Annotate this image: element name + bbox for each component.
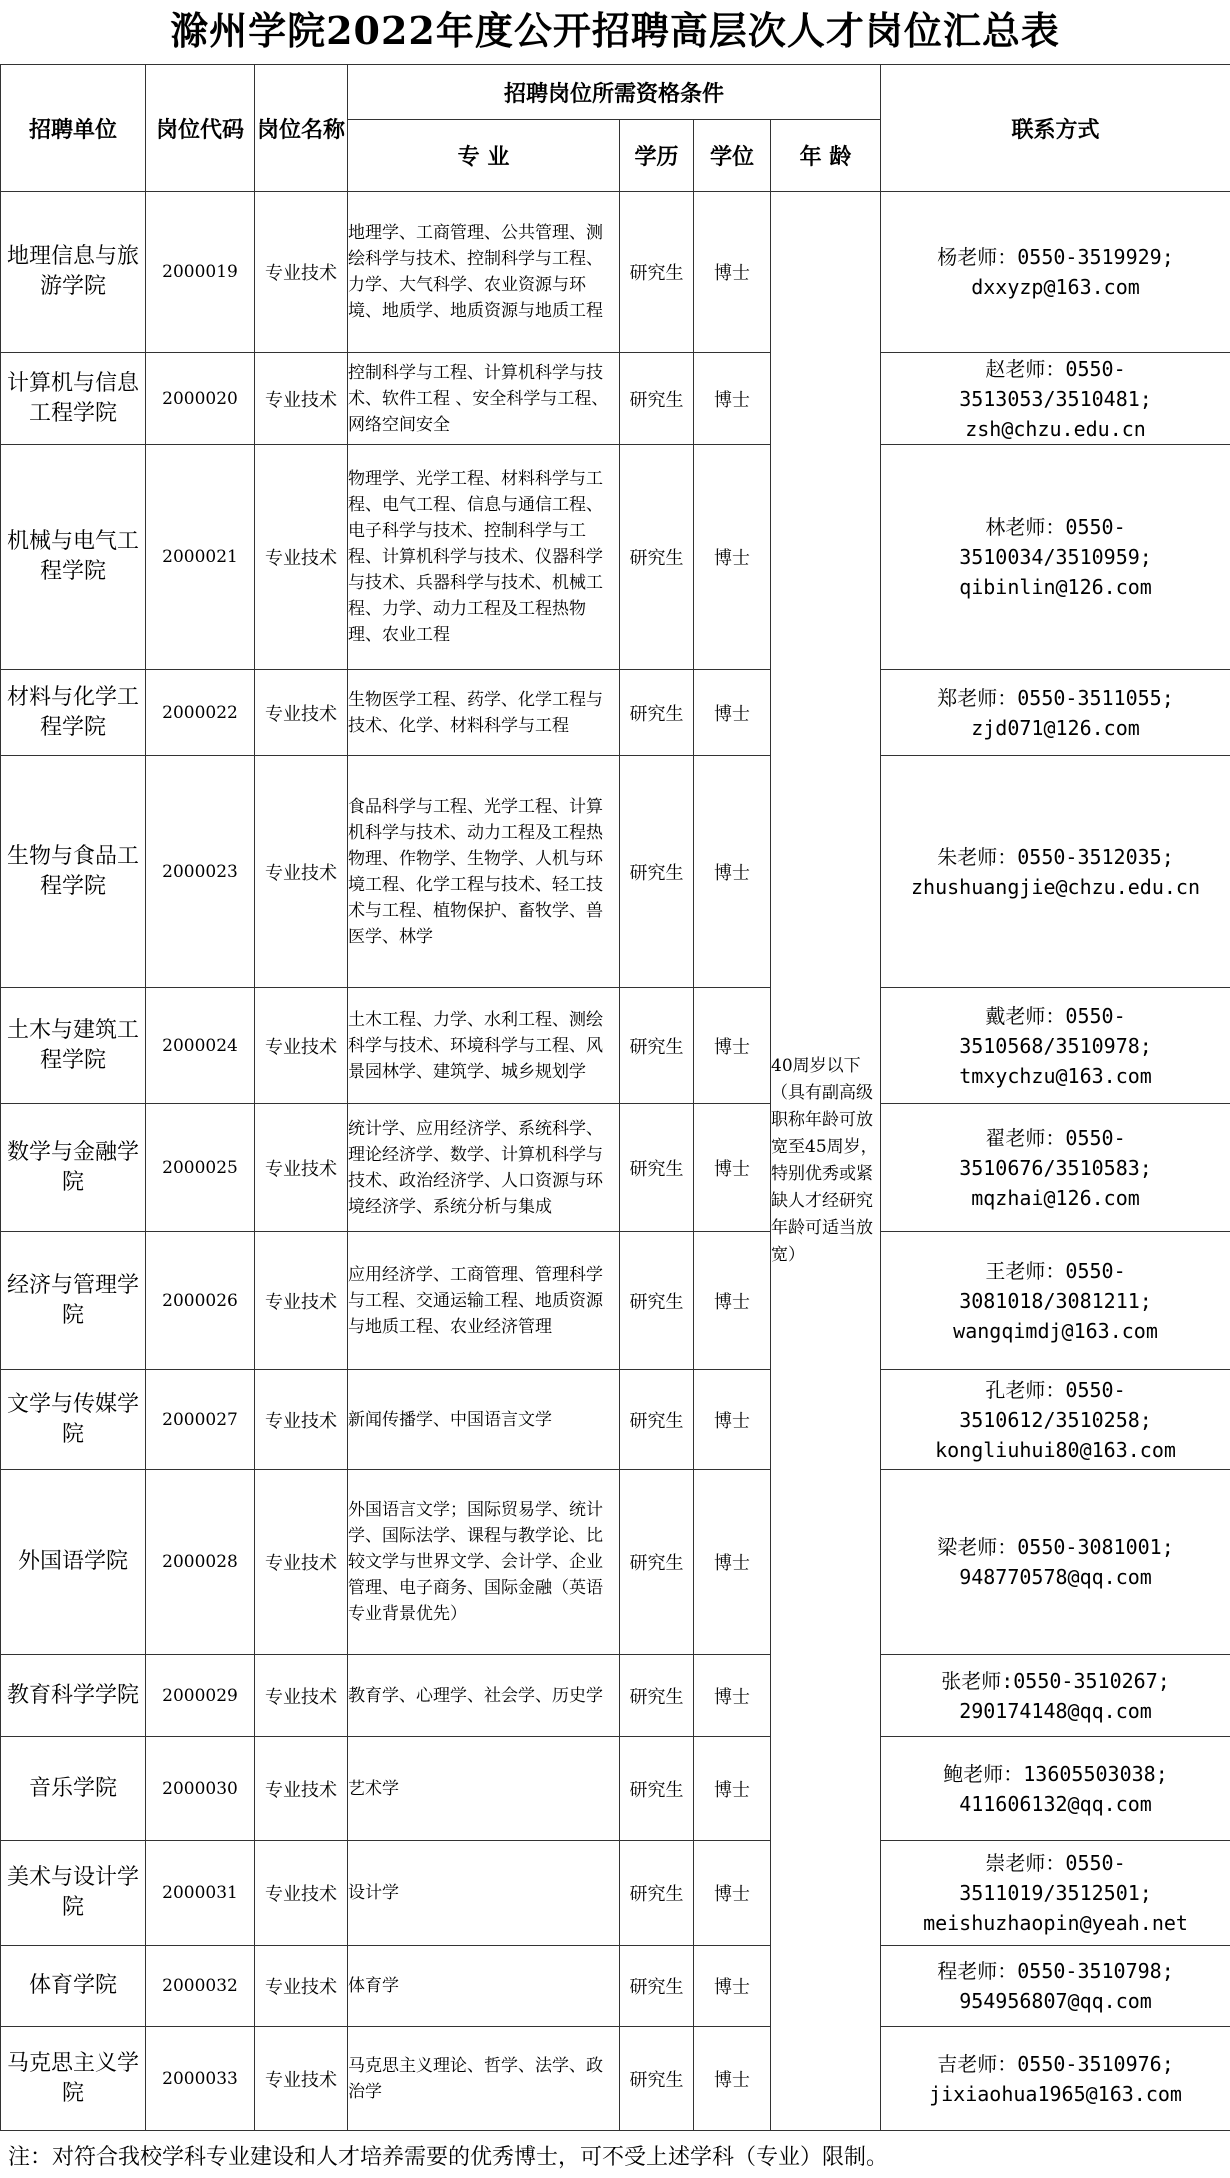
- contact-line: 鲍老师：13605503038;: [943, 1761, 1168, 1786]
- contact-line: zjd071@126.com: [971, 715, 1140, 740]
- contact-cell: [881, 1370, 1230, 1470]
- education-cell: 研究生: [620, 1232, 694, 1370]
- contact-cell: [881, 1841, 1230, 1946]
- code-cell: 2000029: [146, 1655, 255, 1737]
- unit-cell: 机械与电气工程学院: [1, 445, 146, 670]
- major-cell: 控制科学与工程、计算机科学与技术、软件工程 、安全科学与工程、网络空间安全: [348, 353, 620, 445]
- major-cell: 艺术学: [348, 1737, 620, 1841]
- degree-cell: 博士: [694, 1104, 771, 1232]
- table-row: [1, 1470, 1230, 1655]
- position-cell: 专业技术: [255, 1737, 348, 1841]
- major-cell: 外国语言文学；国际贸易学、统计学、国际法学、课程与教学论、比较文学与世界文学、会计学、企业管理、电子商务、国际金融（英语专业背景优先）: [348, 1470, 620, 1655]
- degree-cell: 博士: [694, 1370, 771, 1470]
- footnote: 注：对符合我校学科专业建设和人才培养需要的优秀博士，可不受上述学科（专业）限制。: [8, 2145, 889, 2170]
- degree-cell: 博士: [694, 1470, 771, 1655]
- table-row: [1, 1655, 1230, 1737]
- contact-line: qibinlin@126.com: [959, 575, 1152, 599]
- contact-cell: [881, 1470, 1230, 1655]
- code-cell: 2000032: [146, 1946, 255, 2027]
- contact-line: 张老师:0550-3510267;: [941, 1668, 1170, 1693]
- position-cell: 专业技术: [255, 353, 348, 445]
- education-cell: 研究生: [620, 1370, 694, 1470]
- code-cell: 2000019: [146, 192, 255, 353]
- position-cell: 专业技术: [255, 1370, 348, 1470]
- table-row: [1, 756, 1230, 988]
- code-cell: 2000027: [146, 1370, 255, 1470]
- contact-line: mqzhai@126.com: [971, 1185, 1140, 1210]
- code-cell: 2000020: [146, 353, 255, 445]
- table-row: [1, 1737, 1230, 1841]
- major-cell: 食品科学与工程、光学工程、计算机科学与技术、动力工程及工程热物理、作物学、生物学、人机与环境工程、化学工程与技术、轻工技术与工程、植物保护、畜牧学、兽医学、林学: [348, 756, 620, 988]
- major-cell: 生物医学工程、药学、化学工程与技术、化学、材料科学与工程: [348, 670, 620, 756]
- contact-cell: [881, 1232, 1230, 1370]
- contact-line: wangqimdj@163.com: [953, 1318, 1158, 1343]
- contact-line: 赵老师：0550-: [985, 356, 1126, 381]
- position-cell: 专业技术: [255, 192, 348, 353]
- degree-cell: 博士: [694, 2027, 771, 2131]
- code-cell: 2000024: [146, 988, 255, 1104]
- table-body: [1, 192, 1230, 2131]
- contact-line: tmxychzu@163.com: [959, 1063, 1152, 1088]
- header-contact: 联系方式: [881, 65, 1230, 192]
- major-cell: 地理学、工商管理、公共管理、测绘科学与技术、控制科学与工程、力学、大气科学、农业资源与环境、地质学、地质资源与地质工程: [348, 192, 620, 353]
- contact-line: jixiaohua1965@163.com: [929, 2081, 1182, 2106]
- code-cell: 2000031: [146, 1841, 255, 1946]
- contact-line: dxxyzp@163.com: [971, 275, 1140, 299]
- major-cell: 教育学、心理学、社会学、历史学: [348, 1655, 620, 1737]
- unit-cell: 体育学院: [1, 1946, 146, 2027]
- contact-line: 411606132@qq.com: [959, 1791, 1152, 1816]
- contact-cell: [881, 670, 1230, 756]
- degree-cell: 博士: [694, 192, 771, 353]
- contact-line: 3510612/3510258;: [959, 1407, 1152, 1432]
- contact-line: 郑老师：0550-3511055;: [937, 685, 1174, 710]
- table-row: [1, 1370, 1230, 1470]
- major-cell: 体育学: [348, 1946, 620, 2027]
- contact-cell: [881, 445, 1230, 670]
- unit-cell: 数学与金融学院: [1, 1104, 146, 1232]
- contact-cell: [881, 756, 1230, 988]
- contact-cell: [881, 1737, 1230, 1841]
- position-cell: 专业技术: [255, 2027, 348, 2131]
- education-cell: 研究生: [620, 1737, 694, 1841]
- major-cell: 统计学、应用经济学、系统科学、理论经济学、数学、计算机科学与技术、政治经济学、人口资源与环境经济学、系统分析与集成: [348, 1104, 620, 1232]
- position-cell: 专业技术: [255, 988, 348, 1104]
- education-cell: 研究生: [620, 756, 694, 988]
- recruitment-table: [0, 64, 1230, 2131]
- position-cell: 专业技术: [255, 670, 348, 756]
- table-row: [1, 353, 1230, 445]
- header-code: 岗位代码: [146, 65, 255, 192]
- unit-cell: 马克思主义学院: [1, 2027, 146, 2131]
- degree-cell: 博士: [694, 1655, 771, 1737]
- contact-line: 翟老师：0550-: [985, 1125, 1126, 1150]
- position-cell: 专业技术: [255, 1841, 348, 1946]
- code-cell: 2000021: [146, 445, 255, 670]
- contact-line: 3510034/3510959;: [959, 545, 1152, 569]
- degree-cell: 博士: [694, 445, 771, 670]
- education-cell: 研究生: [620, 988, 694, 1104]
- contact-cell: [881, 1104, 1230, 1232]
- major-cell: 物理学、光学工程、材料科学与工程、电气工程、信息与通信工程、电子科学与技术、控制科学与工程、计算机科学与技术、仪器科学与技术、兵器科学与技术、机械工程、力学、动力工程及工程热物理、农业工程: [348, 445, 620, 670]
- table-row: [1, 670, 1230, 756]
- degree-cell: 博士: [694, 1232, 771, 1370]
- code-cell: 2000023: [146, 756, 255, 988]
- major-cell: 设计学: [348, 1841, 620, 1946]
- contact-line: 948770578@qq.com: [959, 1565, 1152, 1589]
- header-position: 岗位名称: [255, 65, 348, 192]
- position-cell: 专业技术: [255, 1946, 348, 2027]
- page-title: 滁州学院2022年度公开招聘高层次人才岗位汇总表: [170, 8, 1060, 53]
- code-cell: 2000033: [146, 2027, 255, 2131]
- position-cell: 专业技术: [255, 1470, 348, 1655]
- degree-cell: 博士: [694, 670, 771, 756]
- contact-line: 954956807@qq.com: [959, 1989, 1152, 2013]
- contact-cell: [881, 1946, 1230, 2027]
- table-row: [1, 445, 1230, 670]
- education-cell: 研究生: [620, 353, 694, 445]
- education-cell: 研究生: [620, 670, 694, 756]
- degree-cell: 博士: [694, 988, 771, 1104]
- education-cell: 研究生: [620, 2027, 694, 2131]
- position-cell: 专业技术: [255, 1232, 348, 1370]
- code-cell: 2000028: [146, 1470, 255, 1655]
- table-row: [1, 1841, 1230, 1946]
- contact-cell: [881, 1655, 1230, 1737]
- education-cell: 研究生: [620, 445, 694, 670]
- contact-line: 林老师：0550-: [985, 515, 1126, 539]
- unit-cell: 生物与食品工程学院: [1, 756, 146, 988]
- table-row: [1, 988, 1230, 1104]
- contact-line: 3511019/3512501;: [959, 1881, 1152, 1905]
- code-cell: 2000025: [146, 1104, 255, 1232]
- contact-line: 杨老师：0550-3519929;: [937, 245, 1174, 269]
- education-cell: 研究生: [620, 1841, 694, 1946]
- table-row: [1, 1104, 1230, 1232]
- contact-cell: [881, 192, 1230, 353]
- unit-cell: 音乐学院: [1, 1737, 146, 1841]
- contact-line: kongliuhui80@163.com: [935, 1437, 1176, 1462]
- education-cell: 研究生: [620, 192, 694, 353]
- unit-cell: 材料与化学工程学院: [1, 670, 146, 756]
- contact-cell: [881, 353, 1230, 445]
- education-cell: 研究生: [620, 1946, 694, 2027]
- contact-cell: [881, 988, 1230, 1104]
- code-cell: 2000022: [146, 670, 255, 756]
- header-degree: 学位: [694, 120, 771, 192]
- education-cell: 研究生: [620, 1104, 694, 1232]
- unit-cell: 地理信息与旅游学院: [1, 192, 146, 353]
- header-education: 学历: [620, 120, 694, 192]
- contact-line: 3510568/3510978;: [959, 1033, 1152, 1058]
- table-row: [1, 192, 1230, 353]
- contact-line: 吉老师：0550-3510976;: [937, 2051, 1174, 2076]
- position-cell: 专业技术: [255, 1104, 348, 1232]
- degree-cell: 博士: [694, 1737, 771, 1841]
- code-cell: 2000030: [146, 1737, 255, 1841]
- major-cell: 应用经济学、工商管理、管理科学与工程、交通运输工程、地质资源与地质工程、农业经济管理: [348, 1232, 620, 1370]
- contact-line: 程老师：0550-3510798;: [937, 1959, 1174, 1983]
- contact-line: 3510676/3510583;: [959, 1155, 1152, 1180]
- unit-cell: 经济与管理学院: [1, 1232, 146, 1370]
- education-cell: 研究生: [620, 1470, 694, 1655]
- contact-line: 梁老师：0550-3081001;: [937, 1535, 1174, 1559]
- header-requirements: 招聘岗位所需资格条件: [348, 65, 881, 120]
- contact-line: zhushuangjie@chzu.edu.cn: [911, 874, 1200, 899]
- education-cell: 研究生: [620, 1655, 694, 1737]
- position-cell: 专业技术: [255, 445, 348, 670]
- major-cell: 土木工程、力学、水利工程、测绘科学与技术、环境科学与工程、风景园林学、建筑学、城乡规划学: [348, 988, 620, 1104]
- header-unit: 招聘单位: [1, 65, 146, 192]
- table-row: [1, 1946, 1230, 2027]
- table-row: [1, 1232, 1230, 1370]
- degree-cell: 博士: [694, 756, 771, 988]
- age-cell: 40周岁以下（具有副高级职称年龄可放宽至45周岁，特别优秀或紧缺人才经研究年龄可适当放宽）: [771, 192, 881, 2131]
- code-cell: 2000026: [146, 1232, 255, 1370]
- header-major: 专 业: [348, 120, 620, 192]
- degree-cell: 博士: [694, 1841, 771, 1946]
- contact-line: meishuzhaopin@yeah.net: [923, 1911, 1188, 1935]
- contact-line: 290174148@qq.com: [959, 1698, 1152, 1723]
- contact-line: 3513053/3510481;: [959, 386, 1152, 411]
- contact-line: 王老师：0550-: [985, 1258, 1126, 1283]
- position-cell: 专业技术: [255, 756, 348, 988]
- header-age: 年 龄: [771, 120, 881, 192]
- degree-cell: 博士: [694, 353, 771, 445]
- unit-cell: 教育科学学院: [1, 1655, 146, 1737]
- unit-cell: 美术与设计学院: [1, 1841, 146, 1946]
- contact-line: zsh@chzu.edu.cn: [965, 416, 1146, 441]
- unit-cell: 计算机与信息工程学院: [1, 353, 146, 445]
- contact-line: 3081018/3081211;: [959, 1288, 1152, 1313]
- unit-cell: 外国语学院: [1, 1470, 146, 1655]
- degree-cell: 博士: [694, 1946, 771, 2027]
- table-row: [1, 2027, 1230, 2131]
- contact-line: 戴老师：0550-: [985, 1003, 1126, 1028]
- contact-line: 朱老师：0550-3512035;: [937, 844, 1174, 869]
- contact-line: 孔老师：0550-: [985, 1377, 1126, 1402]
- unit-cell: 文学与传媒学院: [1, 1370, 146, 1470]
- contact-line: 崇老师：0550-: [985, 1851, 1126, 1875]
- contact-cell: [881, 2027, 1230, 2131]
- position-cell: 专业技术: [255, 1655, 348, 1737]
- major-cell: 马克思主义理论、哲学、法学、政治学: [348, 2027, 620, 2131]
- unit-cell: 土木与建筑工程学院: [1, 988, 146, 1104]
- major-cell: 新闻传播学、中国语言文学: [348, 1370, 620, 1470]
